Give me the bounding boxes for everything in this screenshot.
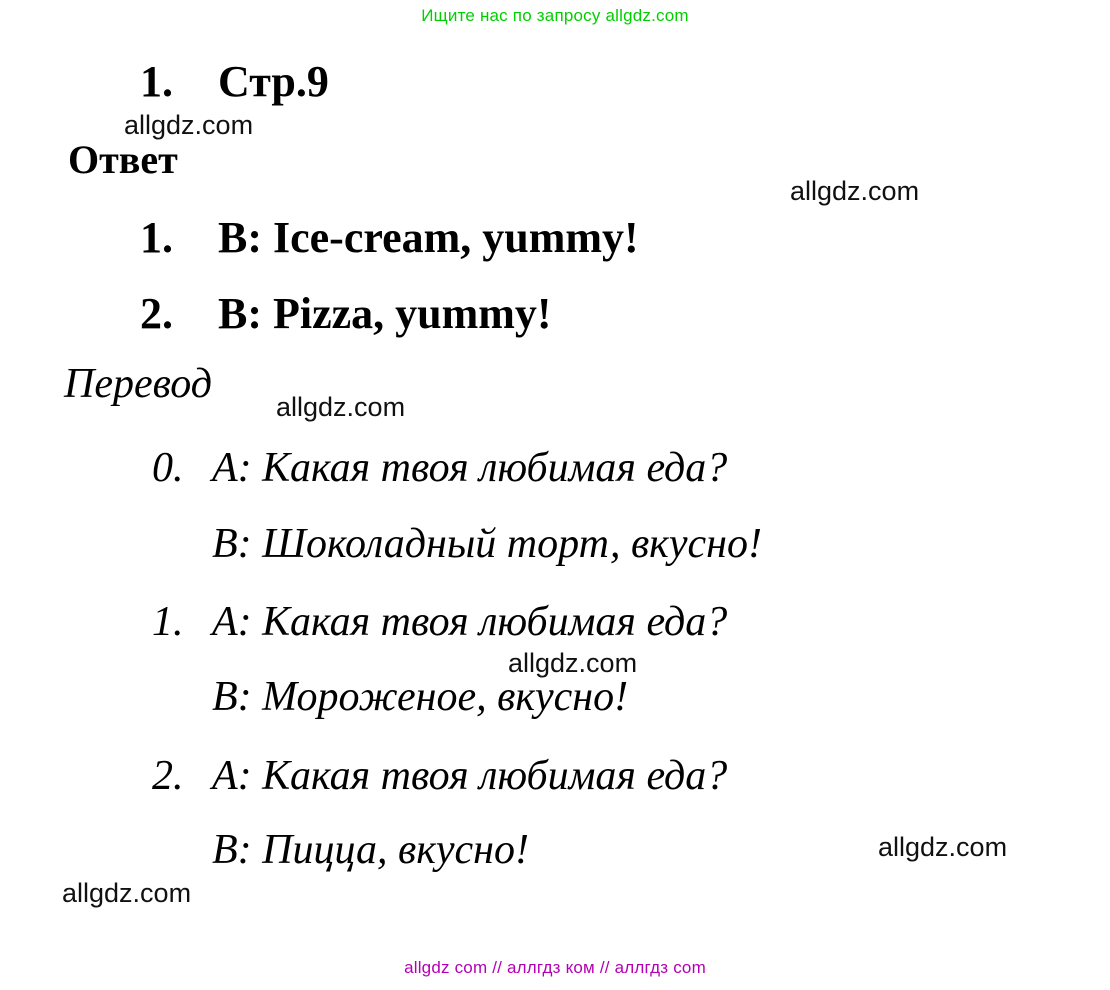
translation-line: [152, 598, 727, 646]
watermark: allgdz.com: [124, 110, 254, 140]
translation-line: [152, 444, 727, 492]
watermark: allgdz.com: [790, 176, 920, 206]
watermark: allgdz.com: [508, 648, 638, 678]
task-number: 1.: [140, 57, 173, 106]
answer-item: [140, 212, 639, 263]
top-promo-banner: Ищите нас по запросу allgdz.com: [421, 6, 689, 25]
translation-label: Перевод: [64, 361, 212, 407]
bottom-promo-banner: allgdz com // аллгдз ком // аллгдз com: [404, 958, 706, 977]
translation-line: [152, 520, 762, 568]
task-heading: [140, 56, 329, 107]
watermark: allgdz.com: [62, 878, 192, 908]
answer-label: Ответ: [68, 137, 178, 182]
watermark: allgdz.com: [878, 832, 1008, 862]
translation-line-a: A: Какая твоя любимая еда?: [212, 599, 728, 645]
translation-line: [152, 673, 628, 721]
translation-item-number: 1.: [152, 599, 184, 645]
answer-item: [140, 288, 552, 339]
answer-item-number: 2.: [140, 289, 173, 338]
translation-line: [152, 826, 529, 874]
translation-line-b: B: Пицца, вкусно!: [212, 827, 529, 873]
translation-line: [152, 752, 727, 800]
translation-item-number: 2.: [152, 753, 184, 799]
translation-item-number: 0.: [152, 445, 184, 491]
answer-item-text: B: Pizza, yummy!: [218, 289, 552, 338]
translation-line-a: A: Какая твоя любимая еда?: [212, 445, 728, 491]
watermark: allgdz.com: [276, 392, 406, 422]
translation-line-b: B: Шоколадный торт, вкусно!: [212, 521, 762, 567]
answer-item-number: 1.: [140, 213, 173, 262]
answer-item-text: B: Ice-cream, yummy!: [218, 213, 639, 262]
translation-line-b: B: Мороженое, вкусно!: [212, 674, 629, 720]
task-title: Стр.9: [218, 57, 329, 106]
translation-line-a: A: Какая твоя любимая еда?: [212, 753, 728, 799]
